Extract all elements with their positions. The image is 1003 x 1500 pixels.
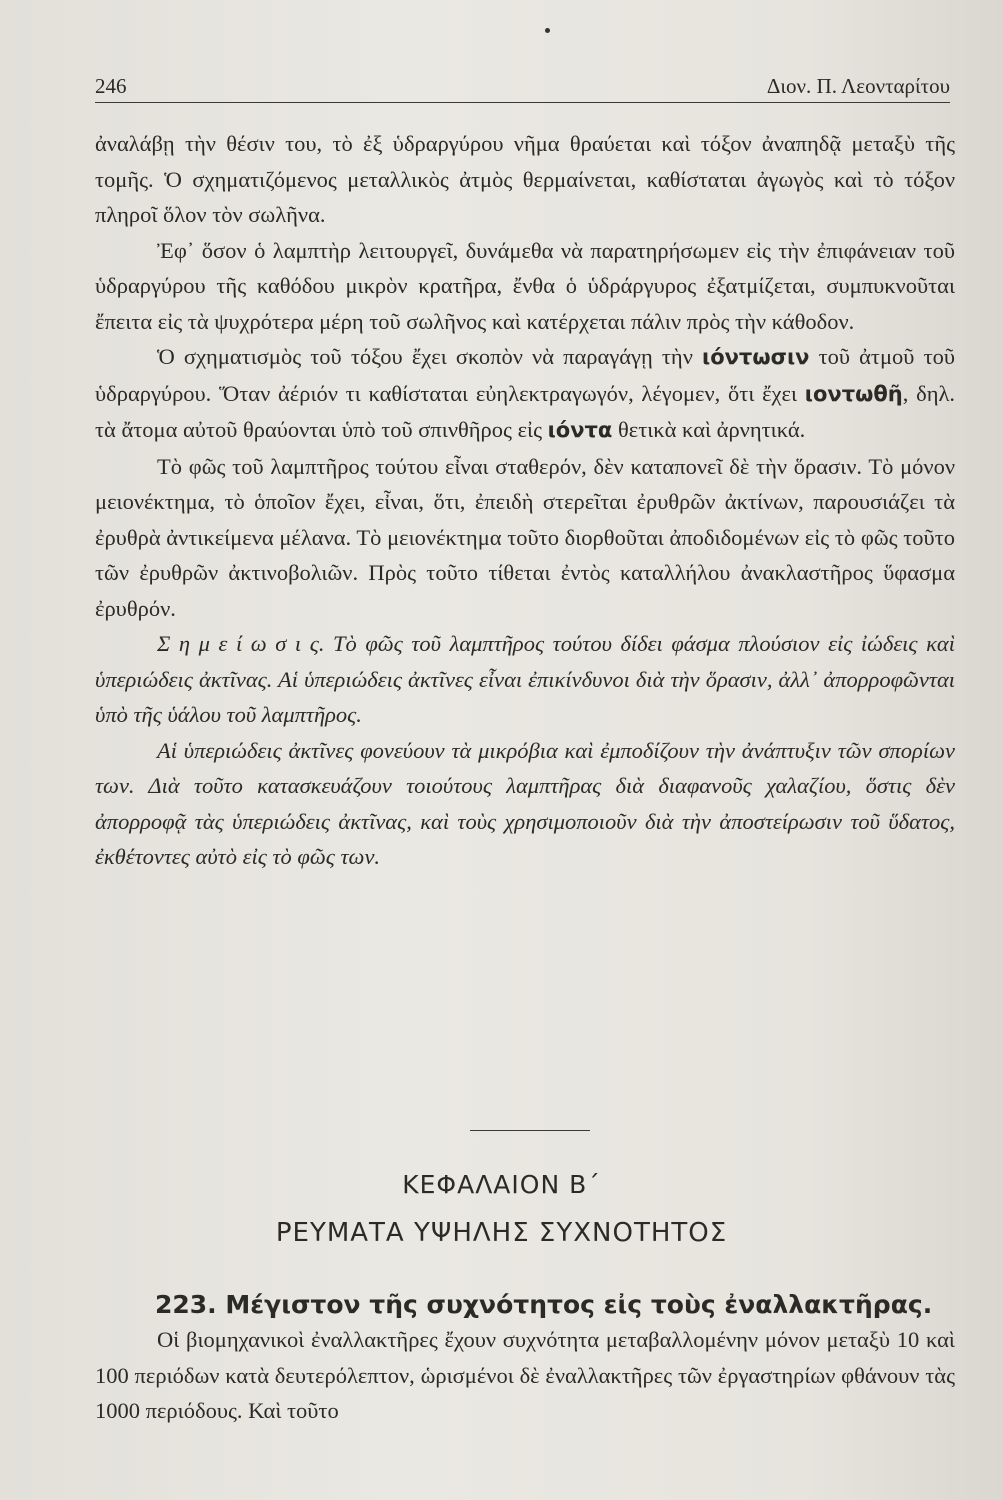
note-paragraph-2: Αἱ ὑπεριώδεις ἀκτῖνες φονεύουν τὰ μικρόβια καὶ ἐμποδίζουν τὴν ἀνάπτυξιν τῶν σπορίων των. Διὰ τοῦτο κατασκευάζουν τοιούτους λαμπτῆρας διὰ διαφανοῦς χαλαζίου, ὅστις δὲν ἀπορροφᾷ τὰς ὑπεριώδεις ἀκτῖνας, καὶ τοὺς χρησιμοποιοῦν διὰ τὴν ἀποστείρωσιν τοῦ ὕδατος, ἐκθέτοντες αὐτὸ εἰς τὸ φῶς των. <box>95 737 955 869</box>
page-number: 246 <box>95 74 127 98</box>
p3-text-c: τοῦ ἀτμοῦ τοῦ ὑδραργύρου. Ὅταν ἀέριόν τι καθίσταται εὐηλεκτραγωγόν, λέγομεν, ὅτι ἔχει <box>95 344 955 406</box>
running-author: Διον. Π. Λεονταρίτου <box>766 74 950 98</box>
page-header <box>95 72 950 103</box>
note-paragraph: Σ η μ ε ί ω σ ι ς. Τὸ φῶς τοῦ λαμπτῆρος τούτου δίδει φάσμα πλούσιον εἰς ἰώδεις καὶ ὑπεριώδεις ἀκτῖνας. Αἱ ὑπεριώδεις ἀκτῖνες εἶναι ἐπικίνδυνοι διὰ τὴν ὅρασιν, ἀλλ᾽ ἀπορροφῶνται ὑπὸ τῆς ὑάλου τοῦ λαμπτῆρος. <box>95 631 955 727</box>
p3-text-a: Ὁ σχηματισμὸς τοῦ τόξου ἔχει σκοπὸν νὰ παραγάγῃ τὴν <box>157 344 693 369</box>
term-iontothi: ιοντωθῆ <box>804 381 903 406</box>
section-divider <box>470 1130 590 1131</box>
section-heading: 223. Μέγιστον τῆς συχνότητος εἰς τοὺς ἐναλλακτῆρας. <box>155 1290 933 1319</box>
ink-speck <box>545 28 550 33</box>
term-iontosis: ιόντωσιν <box>702 345 810 369</box>
section-text <box>95 1322 955 1429</box>
paragraph-1: ἀναλάβῃ τὴν θέσιν του, τὸ ἐξ ὑδραργύρου νῆμα θραύεται καὶ τόξον ἀναπηδᾷ μεταξὺ τῆς τομῆς. Ὁ σχηματιζόμενος μεταλλικὸς ἀτμὸς θερμαίνεται, καθίσταται ἀγωγὸς καὶ τὸ τόξον πληροῖ ὅλον τὸν σωλῆνα. <box>95 131 955 227</box>
chapter-label: ΚΕΦΑΛΑΙΟΝ Β΄ <box>402 1170 601 1199</box>
p3-text-e: θετικὰ καὶ ἀρνητικά. <box>617 417 806 442</box>
paragraph-3 <box>95 339 955 449</box>
chapter-title: ΡΕΥΜΑΤΑ ΥΨΗΛΗΣ ΣΥΧΝΟΤΗΤΟΣ <box>275 1218 728 1248</box>
body-text <box>95 126 955 875</box>
section-paragraph: Οἱ βιομηχανικοὶ ἐναλλακτῆρες ἔχουν συχνότητα μεταβαλλομένην μόνον μεταξὺ 10 καὶ 100 περιόδων κατὰ δευτερόλεπτον, ὡρισμένοι δὲ ἐναλλακτῆρες τῶν ἐργαστηρίων φθάνουν τὰς 1000 περιόδους. Καὶ τοῦτο <box>95 1327 955 1423</box>
paragraph-2: Ἐφ᾽ ὅσον ὁ λαμπτὴρ λειτουργεῖ, δυνάμεθα νὰ παρατηρήσωμεν εἰς τὴν ἐπιφάνειαν τοῦ ὑδραργύρου τῆς καθόδου μικρὸν κρατῆρα, ἔνθα ὁ ὑδράργυρος ἐξατμίζεται, συμπυκνοῦται ἔπειτα εἰς τὰ ψυχρότερα μέρη τοῦ σωλῆνος καὶ κατέρχεται πάλιν πρὸς τὴν κάθοδον. <box>95 237 955 334</box>
term-ionta: ιόντα <box>547 418 613 442</box>
paragraph-4: Τὸ φῶς τοῦ λαμπτῆρος τούτου εἶναι σταθερόν, δὲν καταπονεῖ δὲ τὴν ὅρασιν. Τὸ μόνον μειονέκτημα, τὸ ὁποῖον ἔχει, εἶναι, ὅτι, ἐπειδὴ στερεῖται ἐρυθρῶν ἀκτίνων, παρουσιάζει τὰ ἐρυθρὰ ἀντικείμενα μέλανα. Τὸ μειονέκτημα τοῦτο διορθοῦται ἀποδιδομένων εἰς τὸ φῶς τοῦτο τῶν ἐρυθρῶν ἀκτινοβολιῶν. Πρὸς τοῦτο τίθεται ἐντὸς καταλλήλου ἀνακλαστῆρος ὕφασμα ἐρυθρόν. <box>95 453 955 621</box>
p3-text-d: , δηλ. τὰ ἄτομα αὐτοῦ θραύονται ὑπὸ τοῦ σπινθῆρος εἰς <box>95 380 955 442</box>
